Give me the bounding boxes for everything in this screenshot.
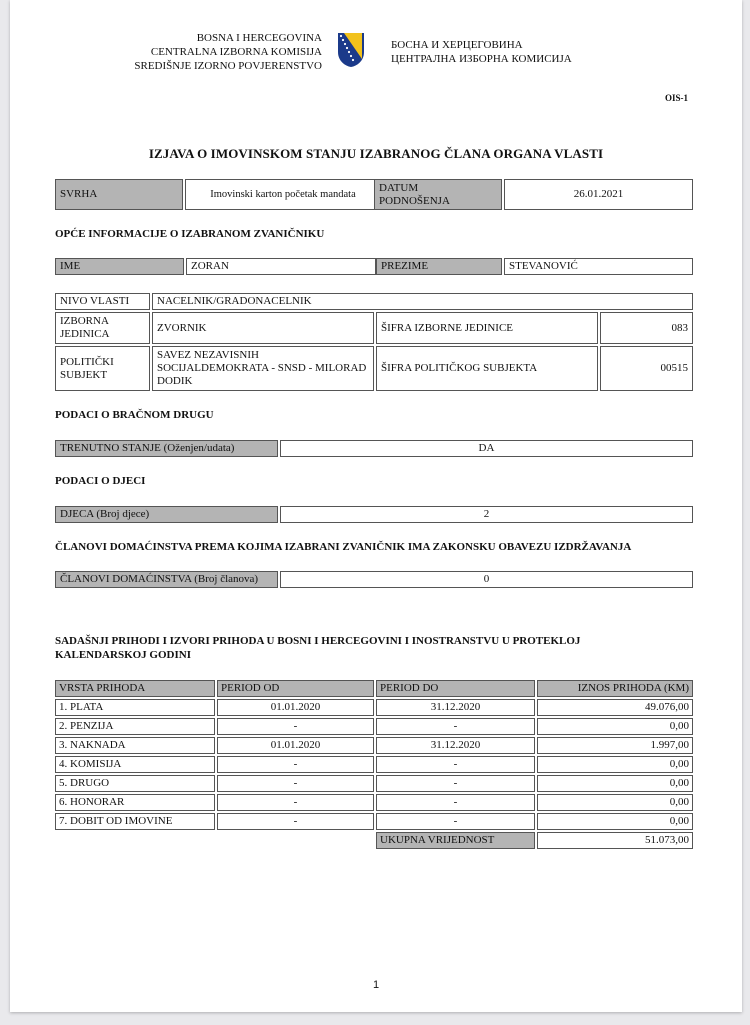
income-amount: 1.997,00 (537, 737, 693, 754)
period-from: - (217, 718, 374, 735)
purpose-value: Imovinski karton početak mandata (185, 179, 381, 210)
party-code-value: 00515 (600, 346, 693, 391)
name-label: IME (55, 258, 184, 275)
submission-date-label-line: PODNOŠENJA (379, 194, 450, 207)
period-from: - (217, 794, 374, 811)
document-title: IZJAVA O IMOVINSKOM STANJU IZABRANOG ČLANA ORGANA VLASTI (148, 146, 604, 161)
page-number: 1 (372, 979, 380, 991)
unit-label: IZBORNA JEDINICA (55, 312, 150, 344)
income-amount: 0,00 (537, 794, 693, 811)
purpose-label: SVRHA (55, 179, 183, 210)
unit-code-label: ŠIFRA IZBORNE JEDINICE (376, 312, 598, 344)
column-header: IZNOS PRIHODA (KM) (537, 680, 693, 697)
period-to: - (376, 718, 535, 735)
name-value: ZORAN (186, 258, 376, 275)
party-label: POLITIČKI SUBJEKT (55, 346, 150, 391)
submission-date-label-line: DATUM (379, 181, 419, 194)
unit-code-value: 083 (600, 312, 693, 344)
income-amount: 0,00 (537, 756, 693, 773)
period-to: 31.12.2020 (376, 699, 535, 716)
period-to: - (376, 813, 535, 830)
unit-value: ZVORNIK (152, 312, 374, 344)
submission-date-value: 26.01.2021 (504, 179, 693, 210)
header-line: ЦЕНТРАЛНА ИЗБОРНА КОМИСИЈА (391, 53, 572, 65)
level-value: NACELNIK/GRADONACELNIK (152, 293, 693, 310)
period-from: 01.01.2020 (217, 699, 374, 716)
header-line: SREDIŠNJE IZORNO POVJERENSTVO (134, 60, 322, 72)
column-header: PERIOD OD (217, 680, 374, 697)
submission-date-label (374, 179, 502, 210)
header-cyrillic (391, 38, 572, 66)
income-amount: 0,00 (537, 718, 693, 735)
column-header: PERIOD DO (376, 680, 535, 697)
income-type: 1. PLATA (55, 699, 215, 716)
surname-value: STEVANOVIĆ (504, 258, 693, 275)
period-to: - (376, 756, 535, 773)
coat-of-arms-icon (337, 32, 365, 68)
party-code-label: ŠIFRA POLITIČKOG SUBJEKTA (376, 346, 598, 391)
household-value: 0 (280, 571, 693, 588)
household-heading: ČLANOVI DOMAĆINSTVA PREMA KOJIMA IZABRANI ZVANIČNIK IMA ZAKONSKU OBAVEZU IZDRŽAVANJA (55, 541, 632, 553)
income-type: 7. DOBIT OD IMOVINE (55, 813, 215, 830)
header-line: CENTRALNA IZBORNA KOMISIJA (150, 46, 322, 58)
header-latin (110, 31, 322, 73)
document-page (10, 0, 742, 1012)
spouse-label: TRENUTNO STANJE (Oženjen/udata) (55, 440, 278, 457)
period-from: - (217, 756, 374, 773)
party-value: SAVEZ NEZAVISNIH SOCIJALDEMOKRATA - SNSD - MILORAD DODIK (152, 346, 374, 391)
header-line: БОСНА И ХЕРЦЕГОВИНА (391, 39, 523, 51)
income-amount: 0,00 (537, 813, 693, 830)
income-type: 5. DRUGO (55, 775, 215, 792)
children-value: 2 (280, 506, 693, 523)
income-amount: 49.076,00 (537, 699, 693, 716)
form-code: OIS-1 (665, 93, 689, 103)
income-type: 4. KOMISIJA (55, 756, 215, 773)
general-info-heading: OPĆE INFORMACIJE O IZABRANOM ZVANIČNIKU (55, 228, 325, 240)
period-to: - (376, 794, 535, 811)
level-label: NIVO VLASTI (55, 293, 150, 310)
spouse-heading: PODACI O BRAČNOM DRUGU (55, 409, 214, 421)
income-heading (55, 634, 580, 662)
children-heading: PODACI O DJECI (55, 475, 146, 487)
income-amount: 0,00 (537, 775, 693, 792)
surname-label: PREZIME (376, 258, 502, 275)
income-type: 2. PENZIJA (55, 718, 215, 735)
total-label: UKUPNA VRIJEDNOST (376, 832, 535, 849)
spouse-value: DA (280, 440, 693, 457)
household-label: ČLANOVI DOMAĆINSTVA (Broj članova) (55, 571, 278, 588)
total-value: 51.073,00 (537, 832, 693, 849)
children-label: DJECA (Broj djece) (55, 506, 278, 523)
header-line: BOSNA I HERCEGOVINA (196, 32, 322, 44)
income-heading-line: SADAŠNJI PRIHODI I IZVORI PRIHODA U BOSNI I HERCEGOVINI I INOSTRANSTVU U PROTEKLOJ (55, 635, 581, 647)
period-to: - (376, 775, 535, 792)
income-type: 3. NAKNADA (55, 737, 215, 754)
period-from: 01.01.2020 (217, 737, 374, 754)
period-from: - (217, 813, 374, 830)
column-header: VRSTA PRIHODA (55, 680, 215, 697)
income-type: 6. HONORAR (55, 794, 215, 811)
period-from: - (217, 775, 374, 792)
period-to: 31.12.2020 (376, 737, 535, 754)
income-heading-line: KALENDARSKOJ GODINI (55, 649, 191, 661)
